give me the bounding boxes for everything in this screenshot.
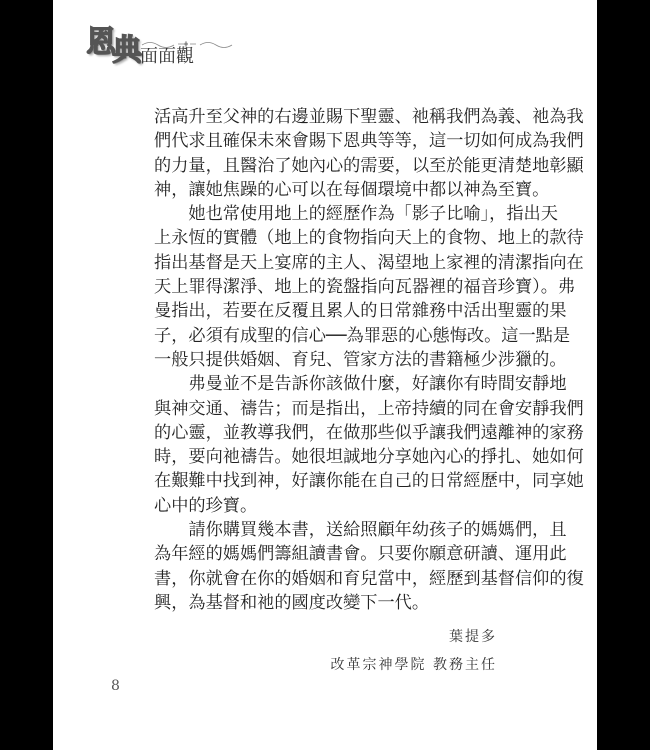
header-subtitle: 面面觀 xyxy=(140,46,194,67)
book-page xyxy=(53,0,597,750)
text-line: 時，要向祂禱告。她很坦誠地分享她內心的掙扎、她如何 xyxy=(154,447,584,468)
text-line: 曼指出，若要在反覆且累人的日常雜務中活出聖靈的果 xyxy=(154,301,567,322)
header-title-char: 恩 xyxy=(86,25,116,60)
text-line: 書，你就會在你的婚姻和育兒當中，經歷到基督信仰的復 xyxy=(154,568,584,589)
body-text xyxy=(154,105,584,615)
text-line: 們代求且確保未來會賜下恩典等等，這一切如何成為我們 xyxy=(154,131,584,152)
running-header xyxy=(86,26,266,70)
text-line: 天上罪得潔淨、地上的瓷盤指向瓦器裡的福音珍寶）。弗 xyxy=(154,277,576,298)
text-line: 心中的珍寶。 xyxy=(154,495,258,516)
signature-name: 葉提多 xyxy=(449,629,497,645)
text-line: 神，讓她焦躁的心可以在每個環境中都以神為至寶。 xyxy=(154,179,550,200)
text-line: 上永恆的實體（地上的食物指向天上的食物、地上的款待 xyxy=(154,228,584,249)
text-line: 指出基督是天上宴席的主人、渴望地上家裡的清潔指向在 xyxy=(154,252,584,273)
text-line: 的心靈，並教導我們，在做那些似乎讓我們遠離神的家務 xyxy=(154,422,584,443)
page-number: 8 xyxy=(111,678,120,694)
text-line: 弗曼並不是告訴你該做什麼，好讓你有時間安靜地 xyxy=(188,374,567,395)
text-line: 一般只提供婚姻、育兒、管家方法的書籍極少涉獵的。 xyxy=(154,349,567,370)
text-line: 的力量，且醫治了她內心的需要，以至於能更清楚地彰顯 xyxy=(154,155,584,176)
text-line: 活高升至父神的右邊並賜下聖靈、祂稱我們為義、祂為我 xyxy=(154,107,584,127)
text-line: 興，為基督和祂的國度改變下一代。 xyxy=(154,592,430,613)
text-line: 子，必須有成聖的信心──為罪惡的心態悔改。這一點是 xyxy=(154,325,571,346)
signature-title: 改革宗神學院 教務主任 xyxy=(330,657,497,673)
text-line: 為年經的媽媽們籌組讀書會。只要你願意研讀、運用此 xyxy=(154,544,567,565)
text-line: 與神交通、禱告；而是指出，上帝持續的同在會安靜我們 xyxy=(154,398,584,419)
text-line: 她也常使用地上的經歷作為「影子比喻」，指出天 xyxy=(188,204,558,225)
header-title-char: 典 xyxy=(112,33,142,68)
text-line: 請你購買幾本書，送給照顧年幼孩子的媽媽們，且 xyxy=(188,520,567,541)
text-line: 在艱難中找到神，好讓你能在自己的日常經歷中，同享她 xyxy=(154,471,584,492)
